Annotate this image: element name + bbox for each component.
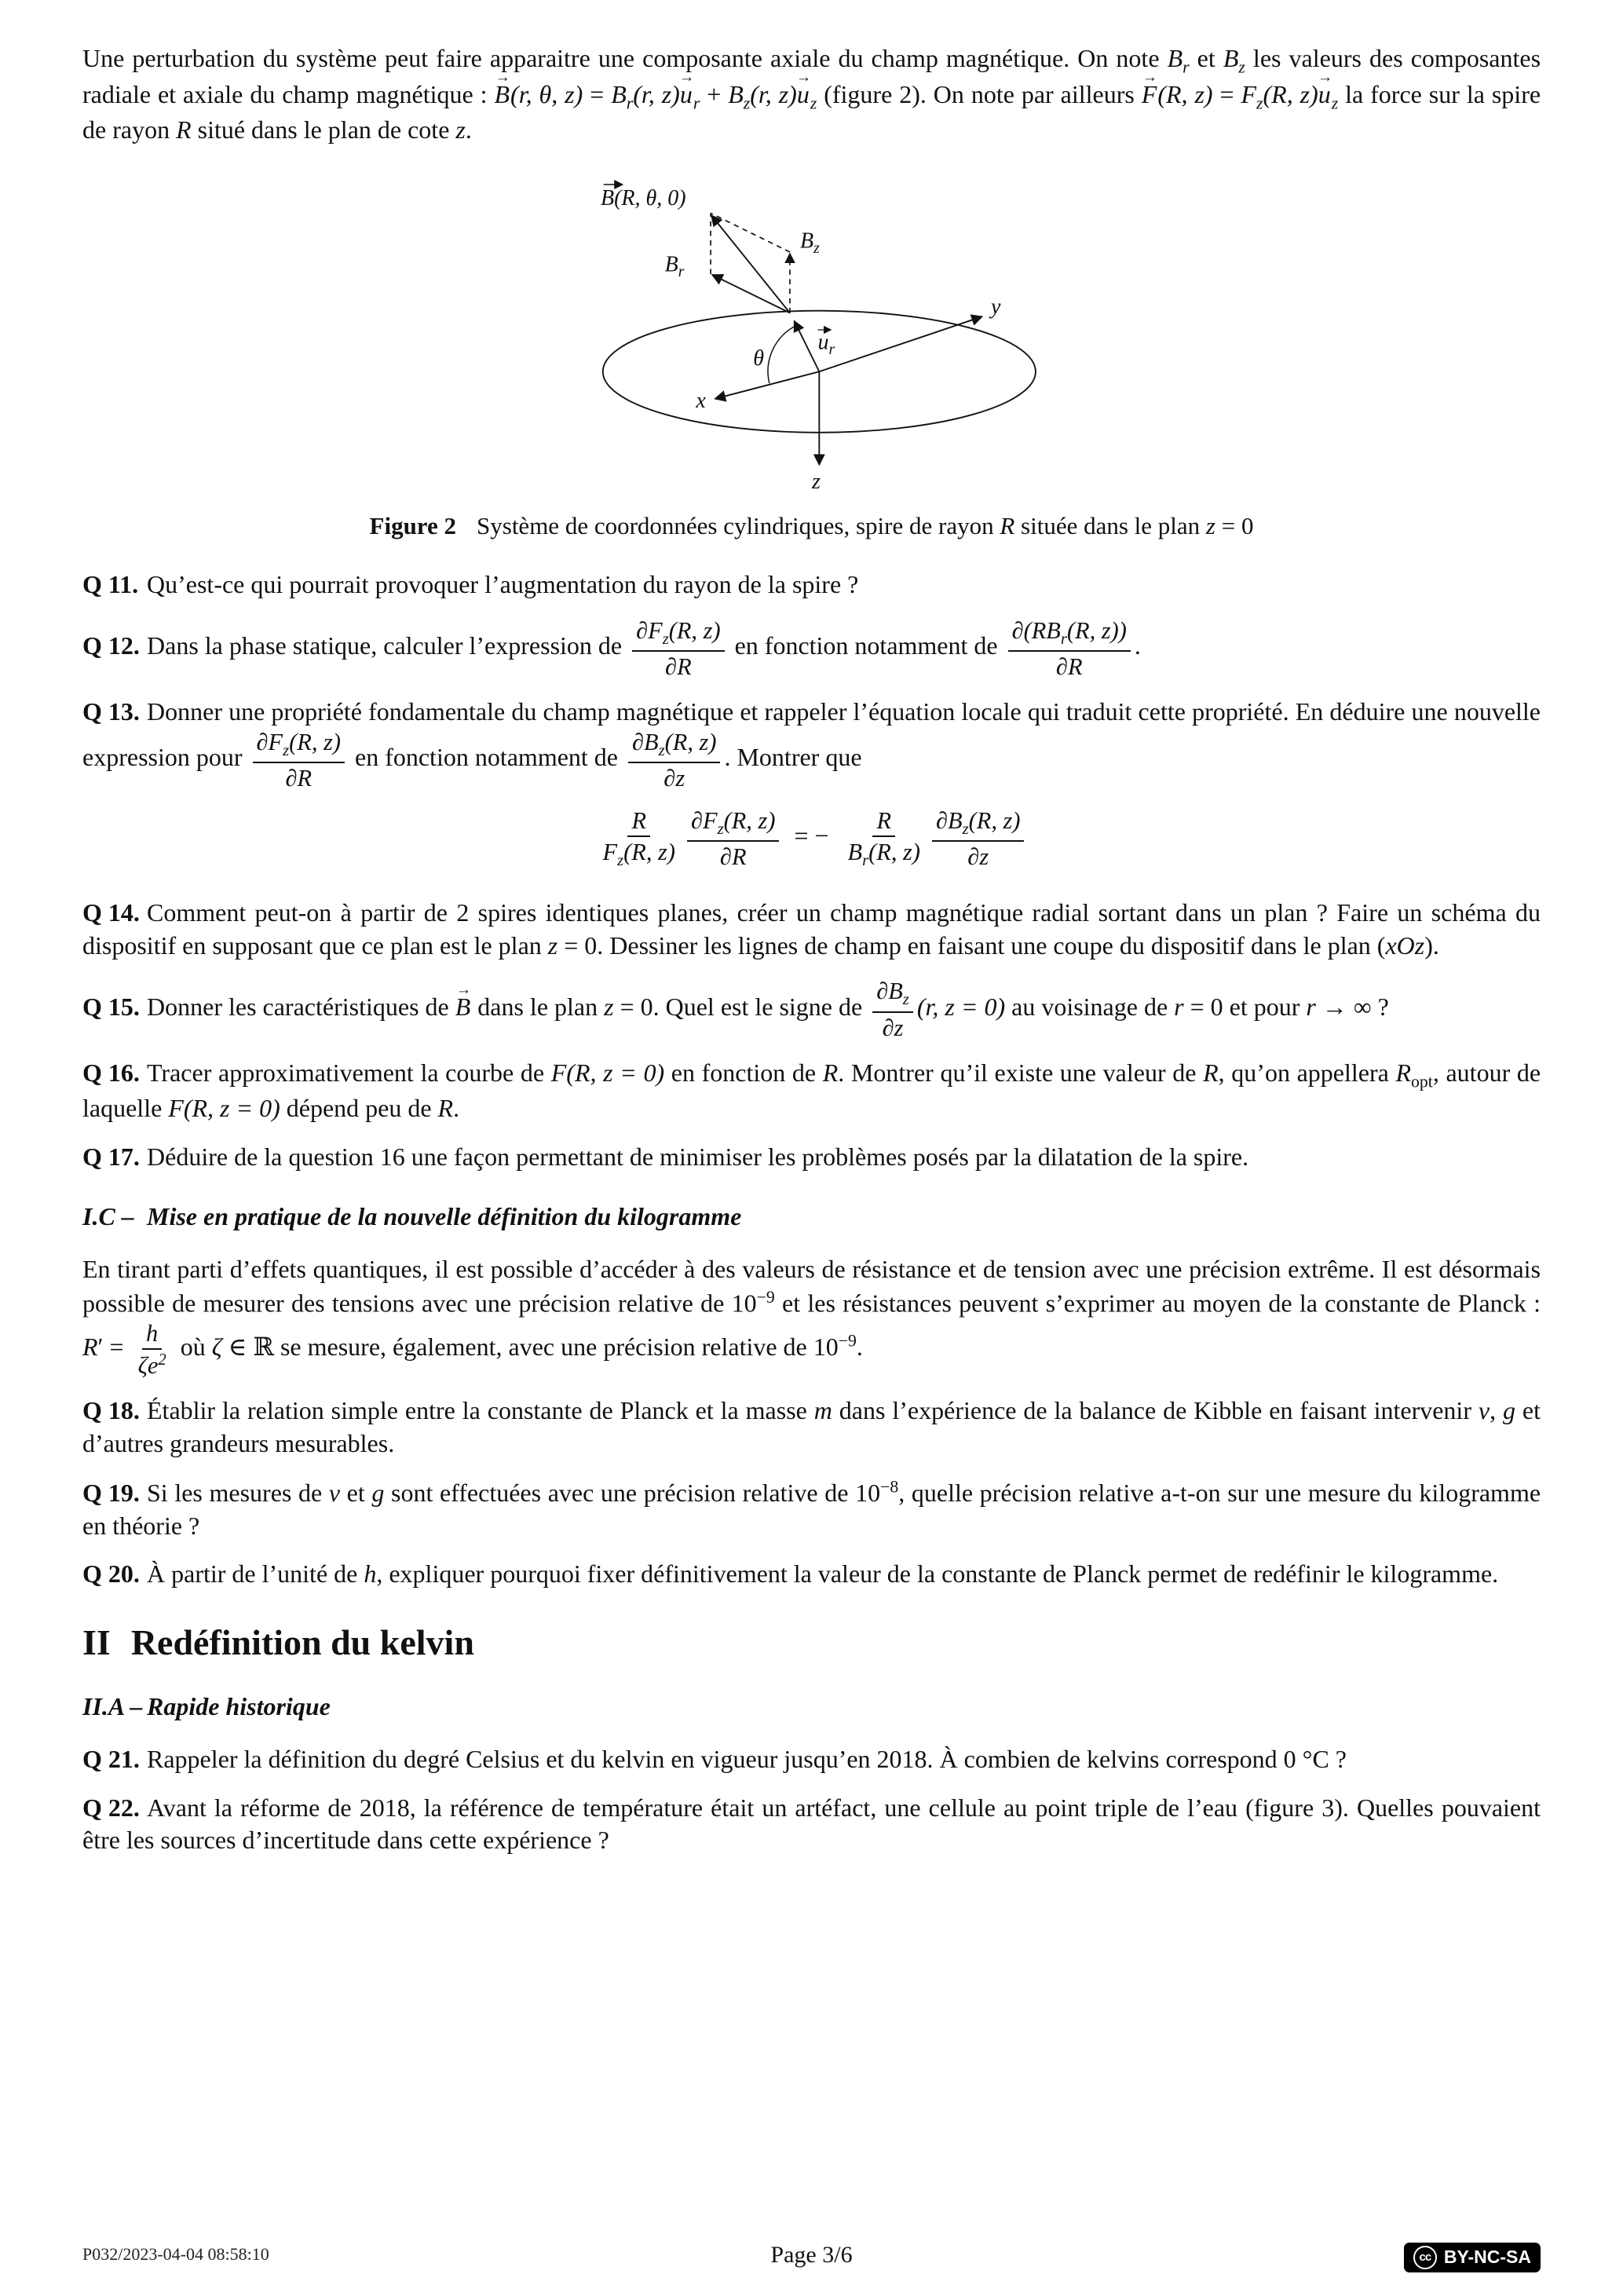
question-12-text: Dans la phase statique, calculer l’expression de $\frac{\partial F_z(R, z)}{\partial R}$ en fonction notamment de $\frac{\partial(RB_r(R, z))}{\partial R}$ . <box>147 616 1141 681</box>
footer-page-number: Page 3/6 <box>770 2241 853 2268</box>
label-y: y <box>990 294 1000 320</box>
question-16-text: Tracer approximativement la courbe de F(R, z = 0) en fonction de R. Montrer qu’il existe une valeur de R, qu’on appellera $R_{opt}$, autour de laquelle F(R, z = 0) dépend peu de R. <box>82 1058 1541 1123</box>
question-12-number: Q 12. <box>82 631 140 660</box>
parallelogram-edge-top <box>711 213 790 252</box>
question-11-text: Qu’est-ce qui pourrait provoquer l’augmentation du rayon de la spire ? <box>147 570 859 599</box>
cc-logo-icon: cc <box>1413 2246 1437 2269</box>
question-12 <box>82 617 1541 680</box>
question-15-text: Donner les caractéristiques de B → dans le plan z = 0. Quel est le signe de $\frac{\partial B_z}{\partial z}$ (r, z = 0) au voisinage de r = 0 et pour r → ∞ ? <box>147 993 1389 1021</box>
ur-vector <box>794 321 819 371</box>
question-22-text: Avant la réforme de 2018, la référence de température était un artéfact, une cellule au point triple de l’eau (figure 3). Quelles pouvaient être les sources d’incertitude dans cette expérience ? <box>82 1793 1541 1855</box>
question-13-text: Donner une propriété fondamentale du champ magnétique et rappeler l’équation locale qui traduit cette propriété. En déduire une nouvelle expression pour $\frac{\partial F_z(R, z)}{\partial R}$ en fonction notamment de $\frac{\partial B_z(R, z)}{\partial z}$ . Montrer que <box>82 697 1541 792</box>
section-ic-title: Mise en pratique de la nouvelle définition du kilogramme <box>147 1201 742 1230</box>
question-16-number: Q 16. <box>82 1058 140 1087</box>
question-11-number: Q 11. <box>82 570 139 599</box>
question-19-number: Q 19. <box>82 1479 140 1508</box>
question-19-text: Si les mesures de v et g sont effectuées avec une précision relative de $10^{-8}$, quelle précision relative a-t-on sur une mesure du kilogramme en théorie ? <box>82 1477 1541 1540</box>
figure-label: Figure 2 <box>369 511 457 539</box>
y-axis <box>819 316 981 371</box>
question-21 <box>82 1743 1541 1776</box>
cc-license-badge <box>1404 2243 1541 2272</box>
question-20 <box>82 1558 1541 1591</box>
question-20-text: À partir de l’unité de h, expliquer pourquoi fixer définitivement la valeur de la constante de Planck permet de redéfinir le kilogramme. <box>147 1559 1499 1589</box>
question-17-text: Déduire de la question 16 une façon permettant de minimiser les problèmes posés par la dilatation de la spire. <box>147 1142 1249 1171</box>
figure-2-caption <box>82 510 1541 542</box>
question-18-number: Q 18. <box>82 1396 140 1425</box>
question-15 <box>82 978 1541 1040</box>
question-22-number: Q 22. <box>82 1793 140 1822</box>
theta-arc <box>768 325 796 383</box>
cc-license-text: BY-NC-SA <box>1443 2247 1531 2268</box>
footer-doc-id: P032/2023-04-04 08:58:10 <box>82 2243 269 2264</box>
question-13-number: Q 13. <box>82 697 140 726</box>
section-ic-label: I.C – <box>82 1201 134 1230</box>
x-axis <box>715 371 819 399</box>
figure-2-diagram <box>533 163 1091 492</box>
label-br: $B_r$ <box>664 252 684 280</box>
question-22 <box>82 1792 1541 1857</box>
question-11 <box>82 569 1541 601</box>
label-b-vector: B(R, θ, 0) <box>600 186 686 211</box>
figure-2 <box>82 163 1541 542</box>
question-13-equation: $\frac{R}{F_z(R, z)}$ $\frac{\partial F_z(R, z)}{\partial R}$ = − $\frac{R}{B_r(R, z)}$ $\frac{\partial B_z(R, z)}{\partial z}$ <box>82 807 1541 870</box>
question-18 <box>82 1395 1541 1460</box>
b-vector <box>711 215 790 313</box>
question-20-number: Q 20. <box>82 1559 140 1589</box>
br-vector <box>711 275 789 313</box>
question-21-text: Rappeler la définition du degré Celsius et du kelvin en vigueur jusqu’en 2018. À combien de kelvins correspond 0 °C ? <box>147 1745 1347 1774</box>
footer-license-area <box>1055 2236 1541 2272</box>
question-14-number: Q 14. <box>82 898 140 927</box>
section-ic-heading <box>82 1201 1541 1234</box>
question-13 <box>82 696 1541 792</box>
question-16 <box>82 1057 1541 1125</box>
section-ii-title: Redéfinition du kelvin <box>130 1621 474 1662</box>
section-ii-number: II <box>82 1621 111 1662</box>
section-iia-heading <box>82 1691 1541 1724</box>
intro-paragraph: Une perturbation du système peut faire apparaitre une composante axiale du champ magnétique. On note $B_r$ et $B_z$ les valeurs des composantes radiale et axiale du champ magnétique : B →(r, θ, $z) = B_r(r$, $z)u \to_r + B_z(r$, $z)u \to_z$ (figure 2). On note par ailleurs F →(R, $z) = F_z(R$, $z)u \to_z$ la force sur la spire de rayon R situé dans le plan de cote z. <box>82 42 1541 147</box>
label-ur: $u_r$ <box>817 330 835 358</box>
question-17 <box>82 1141 1541 1174</box>
section-ii-heading <box>82 1622 1541 1664</box>
label-x: x <box>695 388 706 413</box>
question-14-text: Comment peut-on à partir de 2 spires identiques planes, créer un champ magnétique radial sortant dans un plan ? Faire un schéma du dispositif en supposant que ce plan est le plan z = 0. Dessiner les lignes de champ en faisant une coupe du dispositif dans le plan (xOz). <box>82 898 1541 960</box>
question-19 <box>82 1475 1541 1542</box>
label-bz: $B_z$ <box>799 229 820 257</box>
section-ic-paragraph: En tirant parti d’effets quantiques, il est possible d’accéder à des valeurs de résistance et de tension avec une précision extrême. Il est désormais possible de mesurer des tensions avec une précision relative de $10^{-9}$ et les résistances peuvent s’exprimer au moyen de la constante de Planck : R′ = $\frac{h}{\zeta e^2}$ où ζ ∈ ℝ se mesure, également, avec une précision relative de $10^{-9}$. <box>82 1255 1541 1380</box>
question-21-number: Q 21. <box>82 1745 140 1774</box>
section-iia-title: Rapide historique <box>147 1691 331 1720</box>
figure-caption-text: Système de coordonnées cylindriques, spire de rayon R située dans le plan z = 0 <box>477 511 1254 539</box>
question-14 <box>82 897 1541 962</box>
label-theta: θ <box>752 345 764 371</box>
section-iia-label: II.A – <box>82 1691 143 1720</box>
question-15-number: Q 15. <box>82 992 140 1021</box>
page-footer <box>82 2236 1541 2272</box>
question-18-text: Établir la relation simple entre la constante de Planck et la masse m dans l’expérience de la balance de Kibble en faisant intervenir v, g et d’autres grandeurs mesurables. <box>82 1396 1541 1457</box>
label-z: z <box>811 469 821 493</box>
question-17-number: Q 17. <box>82 1142 140 1171</box>
